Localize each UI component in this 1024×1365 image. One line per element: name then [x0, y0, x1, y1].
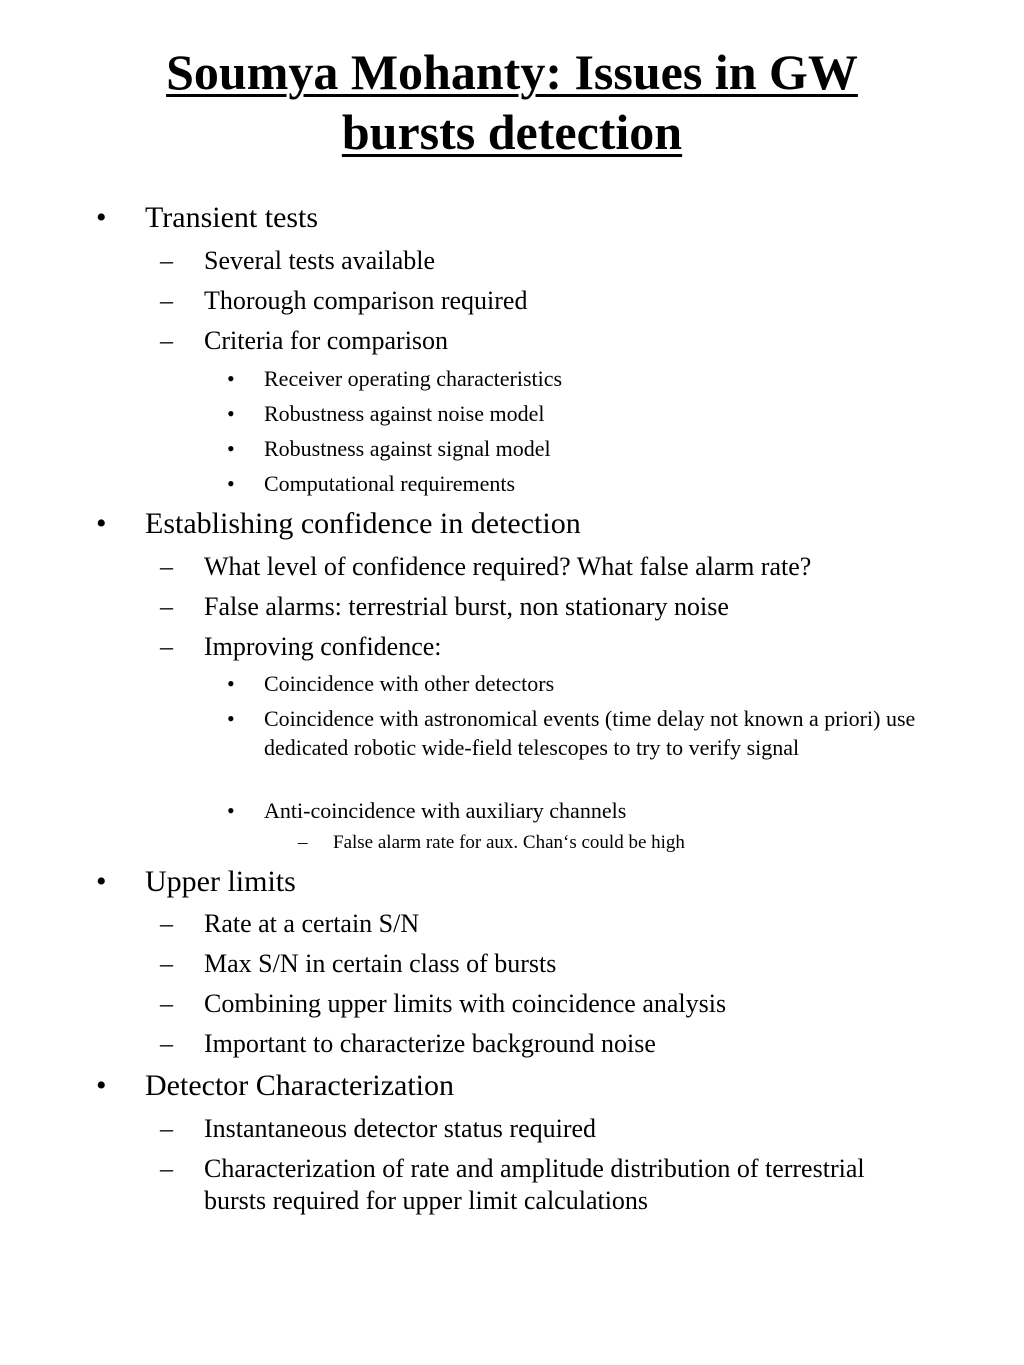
dash-marker: –	[160, 1029, 173, 1058]
sub-item-text: Anti-coincidence with auxiliary channels	[264, 798, 627, 823]
bullet-marker: •	[227, 366, 235, 391]
dash-marker: –	[160, 989, 173, 1018]
bullet-marker: •	[96, 865, 107, 898]
list-item-text: Combining upper limits with coincidence analysis	[204, 989, 727, 1018]
dash-marker: –	[160, 949, 173, 978]
section-heading-text: Upper limits	[145, 865, 296, 898]
section-heading-text: Transient tests	[145, 201, 319, 234]
dash-marker: –	[160, 326, 173, 355]
bullet-marker: •	[227, 471, 235, 496]
list-item-text: Max S/N in certain class of bursts	[204, 949, 557, 978]
dash-marker: –	[160, 632, 173, 661]
slide-title-line-2: bursts detection	[341, 104, 683, 160]
list-item-text: Thorough comparison required	[204, 286, 528, 315]
bullet-marker: •	[227, 671, 235, 696]
list-item-text: Instantaneous detector status required	[204, 1114, 597, 1143]
dash-marker: –	[160, 1154, 173, 1183]
bullet-marker: •	[227, 436, 235, 461]
sub-item-text: Receiver operating characteristics	[264, 366, 563, 391]
dash-marker: –	[160, 552, 173, 581]
sub-item-text: Robustness against signal model	[264, 436, 551, 461]
list-item-text: Rate at a certain S/N	[204, 909, 420, 938]
slide-title-line-1: Soumya Mohanty: Issues in GW	[166, 44, 858, 100]
sub-item-text: Coincidence with other detectors	[264, 671, 555, 696]
sub-item-text: Coincidence with astronomical events (time delay not known a priori) use dedicated robotic wide-field telescopes to try to verify signal	[264, 706, 916, 760]
bullet-marker: •	[96, 1069, 107, 1102]
dash-marker: –	[160, 246, 173, 275]
bullet-marker: •	[96, 201, 107, 234]
list-item-text: Improving confidence:	[204, 632, 442, 661]
list-item-text: Several tests available	[204, 246, 436, 275]
dash-marker: –	[160, 592, 173, 621]
list-item-text: Characterization of rate and amplitude distribution of terrestrial bursts required for upper limit calculations	[204, 1154, 865, 1215]
dash-marker: –	[160, 286, 173, 315]
section-heading-text: Detector Characterization	[145, 1069, 454, 1102]
dash-marker: –	[160, 909, 173, 938]
dash-marker: –	[160, 1114, 173, 1143]
list-item-text: Important to characterize background noise	[204, 1029, 656, 1058]
bullet-marker: •	[96, 507, 107, 540]
bullet-marker: •	[227, 401, 235, 426]
sub-sub-item-text: False alarm rate for aux. Chan‘s could be high	[333, 832, 685, 853]
list-item-text: Criteria for comparison	[204, 326, 449, 355]
section-heading-text: Establishing confidence in detection	[145, 507, 581, 540]
bullet-marker: •	[227, 798, 235, 823]
list-item-text: False alarms: terrestrial burst, non stationary noise	[204, 592, 729, 621]
bullet-marker: •	[227, 706, 235, 731]
slide-title	[0, 42, 1024, 162]
sub-item-text: Computational requirements	[264, 471, 516, 496]
list-item-text: What level of confidence required? What false alarm rate?	[204, 552, 812, 581]
dash-marker: –	[298, 832, 308, 853]
sub-item-text: Robustness against noise model	[264, 401, 545, 426]
